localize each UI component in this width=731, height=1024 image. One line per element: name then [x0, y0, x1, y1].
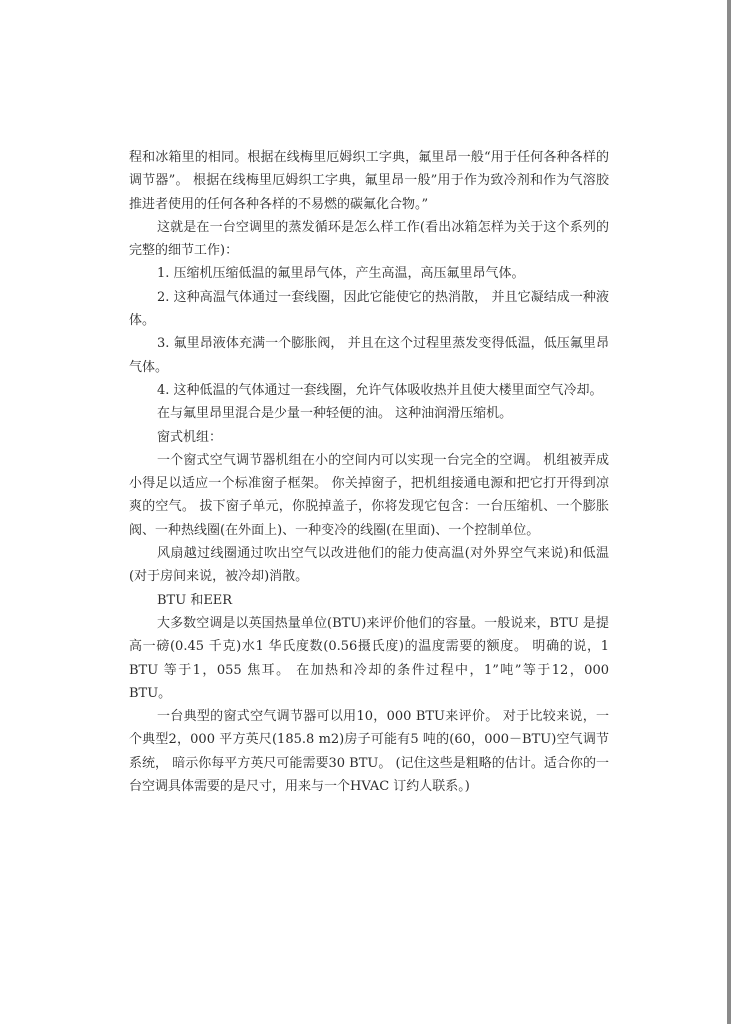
document-body [129, 146, 609, 798]
list-item-step-1: 1. 压缩机压缩低温的氟里昂气体，产生高温，高压氟里昂气体。 [157, 266, 525, 282]
list-item-step-2: 2. 这种高温气体通过一套线圈，因此它能使它的热消散， 并且它凝结成一种液体。 [129, 289, 609, 329]
paragraph-continuation: 程和冰箱里的相同。根据在线梅里厄姆织工字典，氟里昂一般“用于任何各种各样的调节器”。 根据在线梅里厄姆织工字典，氟里昂一般”用于作为致冷剂和作为气溶胶推进者使用的任何各种各样的不易燃的碳氟化合物。” [129, 150, 609, 212]
section-heading-btu-eer: BTU 和EER [157, 592, 233, 608]
paragraph-typical-unit: 一台典型的窗式空气调节器可以用10，000 BTU来评价。 对于比较来说，一个典型2，000 平方英尺(185.8 m2)房子可能有5 吨的(60，000－BTU)空气调节系统， 暗示你每平方英尺可能需要30 BTU。 (记住这些是粗略的估计。适合你的一台空调具体需要的是尺寸，用来与一个HVAC 订约人联系。) [129, 709, 609, 795]
paragraph-window-unit: 一个窗式空气调节器机组在小的空间内可以实现一台完全的空调。 机组被弄成小得足以适应一个标准窗子框架。 你关掉窗子，把机组接通电源和把它打开得到凉爽的空气。 拔下窗子单元，你脱掉盖子，你将发现它包含：一台压缩机、一个膨胀阀、一种热线圈(在外面上)、一种变冷的线圈(在里面)、一个控制单位。 [129, 452, 609, 538]
list-item-step-3: 3. 氟里昂液体充满一个膨胀阀， 并且在这个过程里蒸发变得低温，低压氟里昂气体。 [129, 336, 609, 375]
paragraph-btu: 大多数空调是以英国热量单位(BTU)来评价他们的容量。一般说来，BTU 是提高一磅(0.45 千克)水1 华氏度数(0.56摄氏度)的温度需要的额度。 明确的说，1 BTU 等于1，055 焦耳。 在加热和冷却的条件过程中，1”吨”等于12，000 BTU。 [129, 615, 609, 701]
list-item-step-4: 4. 这种低温的气体通过一套线圈，允许气体吸收热并且使大楼里面空气冷却。 [157, 382, 603, 398]
paragraph-lubricant: 在与氟里昂里混合是少量一种轻便的油。 这种油润滑压缩机。 [157, 406, 513, 422]
page-edge-divider [727, 0, 731, 1024]
paragraph-fan: 风扇越过线圈通过吹出空气以改进他们的能力使高温(对外界空气来说)和低温(对于房间来说，被冷却)消散。 [129, 546, 609, 585]
section-heading-window-unit: 窗式机组： [157, 429, 223, 445]
paragraph-evaporation-cycle: 这就是在一台空调里的蒸发循环是怎么样工作(看出冰箱怎样为关于这个系列的完整的细节工作)： [129, 219, 609, 259]
